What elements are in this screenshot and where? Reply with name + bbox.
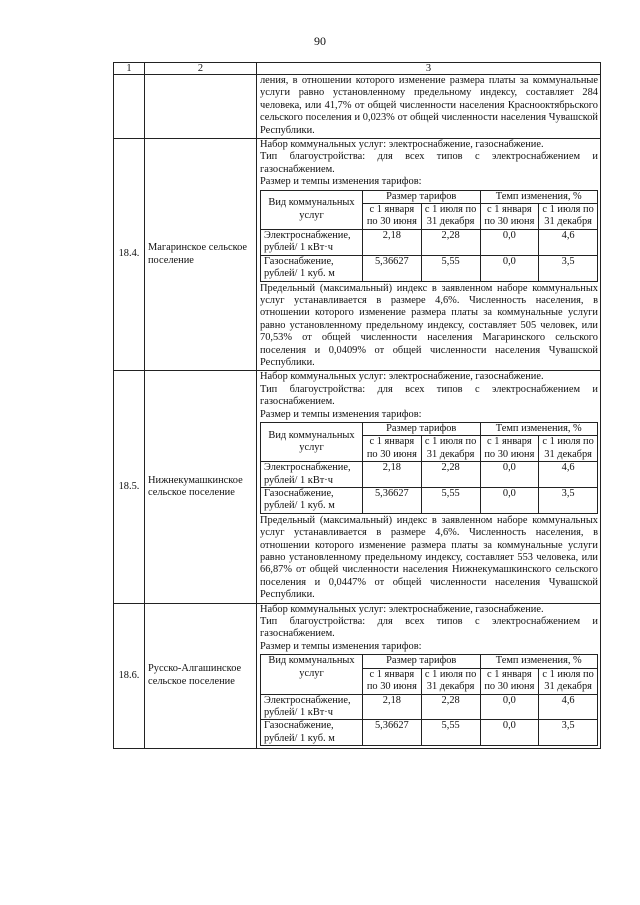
- cell-value: 3,5: [539, 488, 598, 514]
- service-type-header: Вид коммунальных услуг: [261, 422, 363, 461]
- service-type-header: Вид коммунальных услуг: [261, 190, 363, 229]
- table-row: [261, 694, 598, 720]
- intro-text: ления, в отношении которого изменение размера платы за коммунальные услуги равно установленному предельному индексу, составляет 284 человека, или 41,7% от общей численности населения Краснооктябрьского сельского поселения и 0,023% от общей численности населения Чувашской Республики.: [260, 75, 598, 136]
- column-header-3: 3: [257, 63, 601, 75]
- period-header: с 1 июля по 31 декабря: [539, 436, 598, 462]
- tariff-subtable: [260, 190, 598, 282]
- table-row: [261, 255, 598, 281]
- cell-value: 0,0: [480, 255, 539, 281]
- cell-value: 5,55: [421, 720, 480, 746]
- table-row: [261, 462, 598, 488]
- service-name: Газоснабжение, рублей/ 1 куб. м: [261, 488, 363, 514]
- cell-value: 4,6: [539, 462, 598, 488]
- period-header: с 1 июля по 31 декабря: [539, 668, 598, 694]
- column-header-1: 1: [114, 63, 145, 75]
- entry-number: 18.4.: [114, 139, 145, 371]
- service-name: Газоснабжение, рублей/ 1 куб. м: [261, 720, 363, 746]
- cell-value: 0,0: [480, 694, 539, 720]
- table-row: [261, 488, 598, 514]
- period-header: с 1 января по 30 июня: [363, 436, 422, 462]
- period-header: с 1 января по 30 июня: [363, 204, 422, 230]
- cell-value: 5,36627: [363, 720, 422, 746]
- tariff-heading: Размер и темпы изменения тарифов:: [260, 408, 422, 420]
- services-set: Набор коммунальных услуг: электроснабжение, газоснабжение.: [260, 371, 544, 383]
- change-rate-header: Темп изменения, %: [480, 422, 598, 435]
- cell-value: 4,6: [539, 694, 598, 720]
- improvement-type: Тип благоустройства: для всех типов с электроснабжением и газоснабжением.: [260, 616, 598, 640]
- cell-value: 0,0: [480, 229, 539, 255]
- cell-value: 5,36627: [363, 255, 422, 281]
- intro-row: [114, 75, 601, 139]
- tariff-size-header: Размер тарифов: [363, 422, 481, 435]
- tariff-subtable: [260, 422, 598, 514]
- max-index-text: Предельный (максимальный) индекс в заявленном наборе коммунальных услуг устанавливается в размере 4,6%. Численность населения, в отношении которого изменение размера платы за коммунальные услуги равно установленному предельному индексу, составляет 505 человек, или 70,53% от общей численности населения Магаринского сельского поселения и 0,0409% от общей численности населения Чувашской Республики.: [260, 282, 598, 368]
- tariff-subtable: [260, 654, 598, 746]
- column-header-row: [114, 63, 601, 75]
- improvement-type: Тип благоустройства: для всех типов с электроснабжением и газоснабжением.: [260, 151, 598, 175]
- change-rate-header: Темп изменения, %: [480, 655, 598, 668]
- improvement-type: Тип благоустройства: для всех типов с электроснабжением и газоснабжением.: [260, 383, 598, 408]
- period-header: с 1 июля по 31 декабря: [421, 204, 480, 230]
- settlement-name: Нижнекумашкинское сельское поселение: [145, 371, 257, 603]
- entry-number: 18.6.: [114, 603, 145, 748]
- cell-value: 2,18: [363, 462, 422, 488]
- cell-value: 5,55: [421, 488, 480, 514]
- period-header: с 1 июля по 31 декабря: [421, 436, 480, 462]
- cell-value: 3,5: [539, 255, 598, 281]
- cell-value: 0,0: [480, 720, 539, 746]
- cell-value: 0,0: [480, 488, 539, 514]
- settlement-name: Русско-Алгашинское сельское поселение: [145, 603, 257, 748]
- tariff-size-header: Размер тарифов: [363, 655, 481, 668]
- cell-value: 3,5: [539, 720, 598, 746]
- service-name: Электроснабжение, рублей/ 1 кВт·ч: [261, 462, 363, 488]
- max-index-text: Предельный (максимальный) индекс в заявленном наборе коммунальных услуг устанавливается в размере 4,6%. Численность населения, в отношении которого изменение размера платы за коммунальные услуги равно установленному предельному индексу, составляет 553 человека, или 66,87% от общей численности населения Нижнекумашкинского сельского поселения и 0,0447% от общей численности населения Чувашской Республики.: [260, 514, 598, 601]
- period-header: с 1 января по 30 июня: [480, 436, 539, 462]
- tariff-table: [113, 62, 601, 749]
- cell-value: 5,55: [421, 255, 480, 281]
- cell-value: 5,36627: [363, 488, 422, 514]
- period-header: с 1 июля по 31 декабря: [539, 204, 598, 230]
- services-set: Набор коммунальных услуг: электроснабжение, газоснабжение.: [260, 603, 544, 615]
- cell-value: 2,28: [421, 229, 480, 255]
- cell-value: 2,28: [421, 694, 480, 720]
- service-type-header: Вид коммунальных услуг: [261, 655, 363, 694]
- period-header: с 1 января по 30 июня: [480, 668, 539, 694]
- tariff-size-header: Размер тарифов: [363, 190, 481, 203]
- period-header: с 1 января по 30 июня: [363, 668, 422, 694]
- tariff-heading: Размер и темпы изменения тарифов:: [260, 640, 422, 652]
- service-name: Газоснабжение, рублей/ 1 куб. м: [261, 255, 363, 281]
- period-header: с 1 января по 30 июня: [480, 204, 539, 230]
- entry-row: [114, 603, 601, 748]
- service-name: Электроснабжение, рублей/ 1 кВт·ч: [261, 229, 363, 255]
- tariff-heading: Размер и темпы изменения тарифов:: [260, 176, 422, 188]
- change-rate-header: Темп изменения, %: [480, 190, 598, 203]
- cell-value: 2,18: [363, 229, 422, 255]
- entry-row: [114, 139, 601, 371]
- cell-value: 2,18: [363, 694, 422, 720]
- entry-row: [114, 371, 601, 603]
- entry-number: 18.5.: [114, 371, 145, 603]
- table-row: [261, 229, 598, 255]
- cell-value: 2,28: [421, 462, 480, 488]
- settlement-name: Магаринское сельское поселение: [145, 139, 257, 371]
- table-row: [261, 720, 598, 746]
- page-number: 90: [314, 34, 326, 48]
- services-set: Набор коммунальных услуг: электроснабжение, газоснабжение.: [260, 139, 544, 151]
- cell-value: 4,6: [539, 229, 598, 255]
- period-header: с 1 июля по 31 декабря: [421, 668, 480, 694]
- service-name: Электроснабжение, рублей/ 1 кВт·ч: [261, 694, 363, 720]
- column-header-2: 2: [145, 63, 257, 75]
- cell-value: 0,0: [480, 462, 539, 488]
